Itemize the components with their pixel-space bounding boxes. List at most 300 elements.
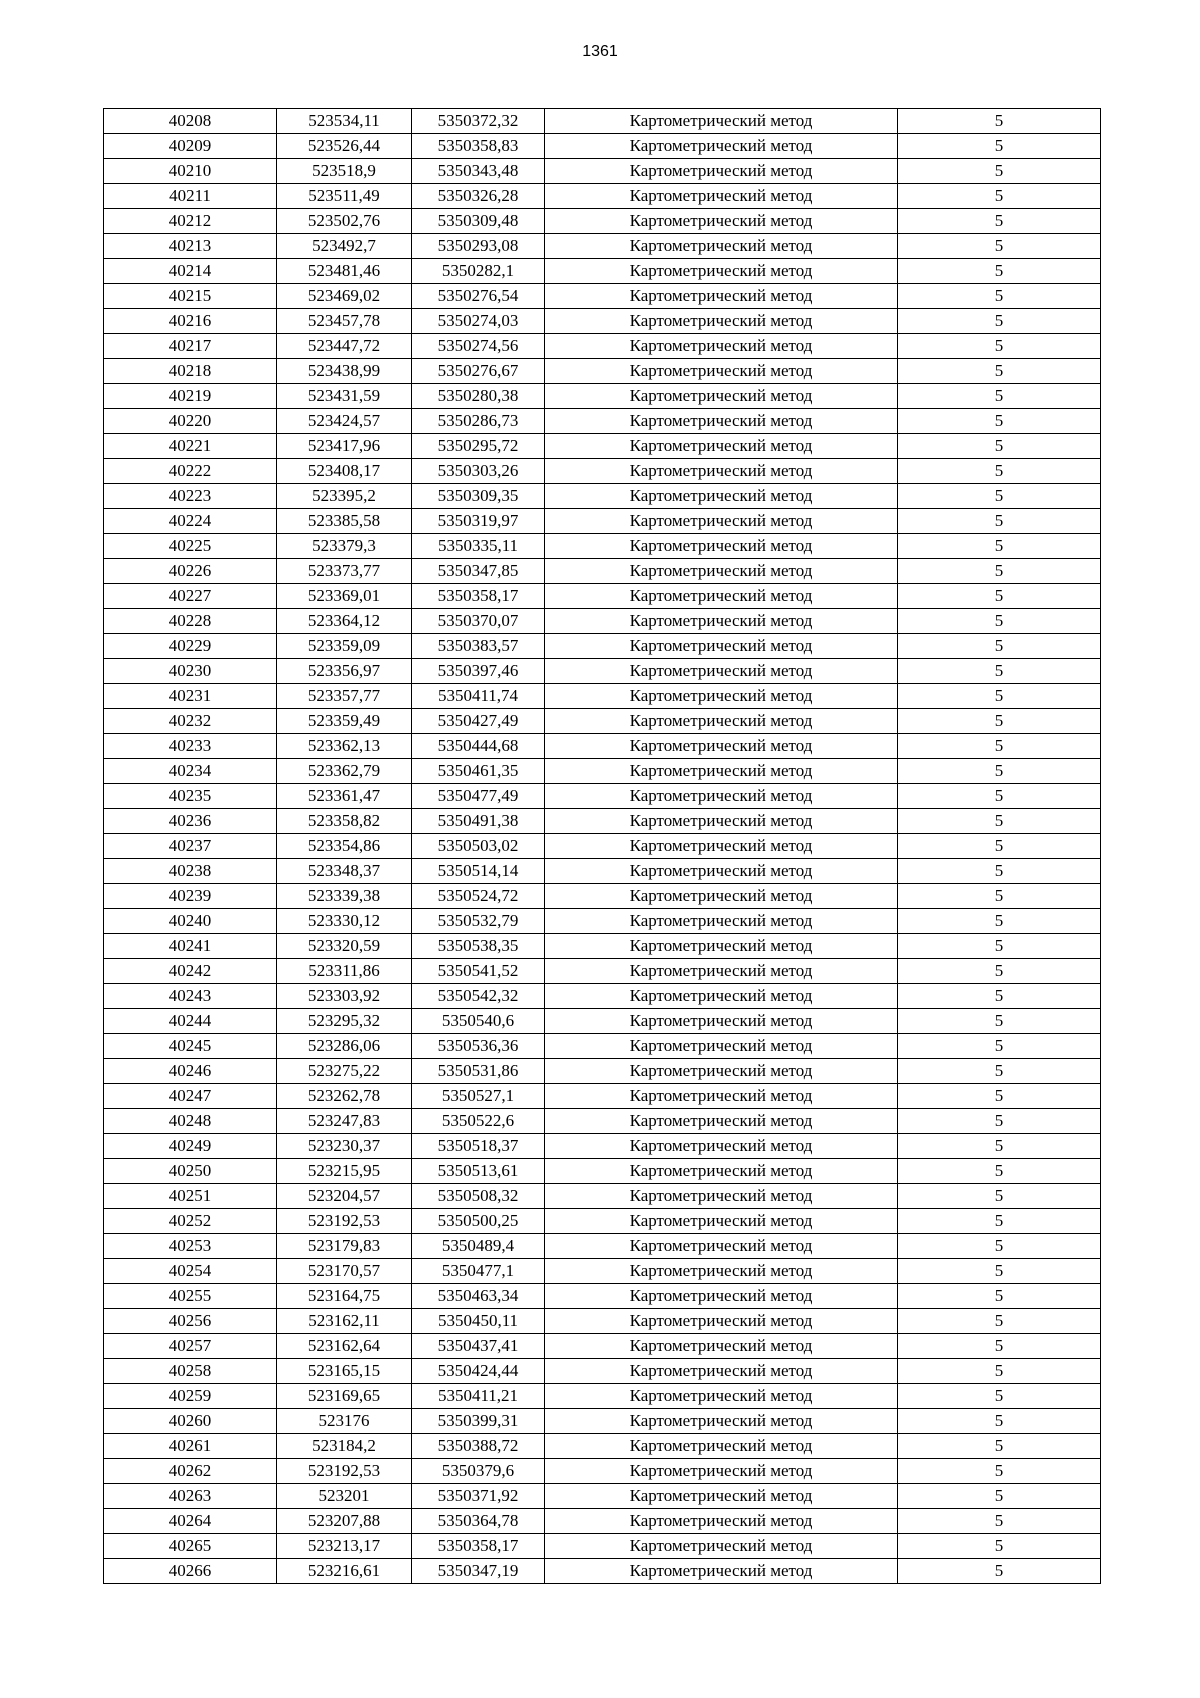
method-cell: Картометрический метод <box>545 1509 898 1534</box>
y-coordinate-cell: 5350477,49 <box>412 784 545 809</box>
point-number-cell: 40247 <box>104 1084 277 1109</box>
x-coordinate-cell: 523385,58 <box>277 509 412 534</box>
x-coordinate-cell: 523330,12 <box>277 909 412 934</box>
x-coordinate-cell: 523192,53 <box>277 1459 412 1484</box>
x-coordinate-cell: 523424,57 <box>277 409 412 434</box>
point-number-cell: 40209 <box>104 134 277 159</box>
point-number-cell: 40251 <box>104 1184 277 1209</box>
y-coordinate-cell: 5350491,38 <box>412 809 545 834</box>
accuracy-cell: 5 <box>898 109 1101 134</box>
point-number-cell: 40248 <box>104 1109 277 1134</box>
y-coordinate-cell: 5350508,32 <box>412 1184 545 1209</box>
method-cell: Картометрический метод <box>545 634 898 659</box>
table-row <box>104 259 1101 284</box>
accuracy-cell: 5 <box>898 659 1101 684</box>
table-row <box>104 109 1101 134</box>
accuracy-cell: 5 <box>898 734 1101 759</box>
accuracy-cell: 5 <box>898 1184 1101 1209</box>
method-cell: Картометрический метод <box>545 584 898 609</box>
x-coordinate-cell: 523207,88 <box>277 1509 412 1534</box>
method-cell: Картометрический метод <box>545 1134 898 1159</box>
point-number-cell: 40256 <box>104 1309 277 1334</box>
point-number-cell: 40222 <box>104 459 277 484</box>
accuracy-cell: 5 <box>898 1559 1101 1584</box>
method-cell: Картометрический метод <box>545 1334 898 1359</box>
x-coordinate-cell: 523447,72 <box>277 334 412 359</box>
point-number-cell: 40244 <box>104 1009 277 1034</box>
page-number: 1361 <box>582 43 618 60</box>
table-row <box>104 559 1101 584</box>
y-coordinate-cell: 5350347,19 <box>412 1559 545 1584</box>
table-row <box>104 409 1101 434</box>
y-coordinate-cell: 5350276,54 <box>412 284 545 309</box>
x-coordinate-cell: 523311,86 <box>277 959 412 984</box>
y-coordinate-cell: 5350326,28 <box>412 184 545 209</box>
accuracy-cell: 5 <box>898 1359 1101 1384</box>
x-coordinate-cell: 523481,46 <box>277 259 412 284</box>
accuracy-cell: 5 <box>898 259 1101 284</box>
method-cell: Картометрический метод <box>545 1284 898 1309</box>
point-number-cell: 40249 <box>104 1134 277 1159</box>
y-coordinate-cell: 5350370,07 <box>412 609 545 634</box>
method-cell: Картометрический метод <box>545 284 898 309</box>
x-coordinate-cell: 523359,09 <box>277 634 412 659</box>
point-number-cell: 40228 <box>104 609 277 634</box>
accuracy-cell: 5 <box>898 534 1101 559</box>
table-row <box>104 1159 1101 1184</box>
point-number-cell: 40265 <box>104 1534 277 1559</box>
accuracy-cell: 5 <box>898 984 1101 1009</box>
x-coordinate-cell: 523165,15 <box>277 1359 412 1384</box>
y-coordinate-cell: 5350335,11 <box>412 534 545 559</box>
point-number-cell: 40245 <box>104 1034 277 1059</box>
accuracy-cell: 5 <box>898 559 1101 584</box>
table-row <box>104 784 1101 809</box>
y-coordinate-cell: 5350531,86 <box>412 1059 545 1084</box>
table-row <box>104 1459 1101 1484</box>
x-coordinate-cell: 523162,64 <box>277 1334 412 1359</box>
point-number-cell: 40240 <box>104 909 277 934</box>
table-row <box>104 634 1101 659</box>
y-coordinate-cell: 5350503,02 <box>412 834 545 859</box>
x-coordinate-cell: 523364,12 <box>277 609 412 634</box>
y-coordinate-cell: 5350303,26 <box>412 459 545 484</box>
point-number-cell: 40258 <box>104 1359 277 1384</box>
x-coordinate-cell: 523164,75 <box>277 1284 412 1309</box>
x-coordinate-cell: 523320,59 <box>277 934 412 959</box>
point-number-cell: 40239 <box>104 884 277 909</box>
accuracy-cell: 5 <box>898 209 1101 234</box>
x-coordinate-cell: 523176 <box>277 1409 412 1434</box>
table-row <box>104 384 1101 409</box>
method-cell: Картометрический метод <box>545 1434 898 1459</box>
x-coordinate-cell: 523303,92 <box>277 984 412 1009</box>
table-row <box>104 1184 1101 1209</box>
x-coordinate-cell: 523431,59 <box>277 384 412 409</box>
x-coordinate-cell: 523262,78 <box>277 1084 412 1109</box>
x-coordinate-cell: 523511,49 <box>277 184 412 209</box>
y-coordinate-cell: 5350538,35 <box>412 934 545 959</box>
y-coordinate-cell: 5350540,6 <box>412 1009 545 1034</box>
point-number-cell: 40246 <box>104 1059 277 1084</box>
point-number-cell: 40219 <box>104 384 277 409</box>
x-coordinate-cell: 523286,06 <box>277 1034 412 1059</box>
point-number-cell: 40225 <box>104 534 277 559</box>
method-cell: Картометрический метод <box>545 1034 898 1059</box>
x-coordinate-cell: 523357,77 <box>277 684 412 709</box>
y-coordinate-cell: 5350513,61 <box>412 1159 545 1184</box>
point-number-cell: 40242 <box>104 959 277 984</box>
table-row <box>104 884 1101 909</box>
table-row <box>104 934 1101 959</box>
x-coordinate-cell: 523534,11 <box>277 109 412 134</box>
point-number-cell: 40212 <box>104 209 277 234</box>
point-number-cell: 40231 <box>104 684 277 709</box>
method-cell: Картометрический метод <box>545 609 898 634</box>
table-row <box>104 209 1101 234</box>
method-cell: Картометрический метод <box>545 1409 898 1434</box>
table-row <box>104 1409 1101 1434</box>
y-coordinate-cell: 5350372,32 <box>412 109 545 134</box>
table-row <box>104 284 1101 309</box>
method-cell: Картометрический метод <box>545 134 898 159</box>
x-coordinate-cell: 523408,17 <box>277 459 412 484</box>
x-coordinate-cell: 523362,13 <box>277 734 412 759</box>
table-row <box>104 684 1101 709</box>
y-coordinate-cell: 5350489,4 <box>412 1234 545 1259</box>
x-coordinate-cell: 523179,83 <box>277 1234 412 1259</box>
point-number-cell: 40252 <box>104 1209 277 1234</box>
x-coordinate-cell: 523469,02 <box>277 284 412 309</box>
method-cell: Картометрический метод <box>545 1559 898 1584</box>
table-row <box>104 1284 1101 1309</box>
method-cell: Картометрический метод <box>545 1059 898 1084</box>
method-cell: Картометрический метод <box>545 384 898 409</box>
method-cell: Картометрический метод <box>545 1359 898 1384</box>
y-coordinate-cell: 5350411,74 <box>412 684 545 709</box>
point-number-cell: 40234 <box>104 759 277 784</box>
x-coordinate-cell: 523518,9 <box>277 159 412 184</box>
accuracy-cell: 5 <box>898 234 1101 259</box>
method-cell: Картометрический метод <box>545 834 898 859</box>
point-number-cell: 40266 <box>104 1559 277 1584</box>
y-coordinate-cell: 5350274,03 <box>412 309 545 334</box>
accuracy-cell: 5 <box>898 1284 1101 1309</box>
y-coordinate-cell: 5350444,68 <box>412 734 545 759</box>
method-cell: Картометрический метод <box>545 1109 898 1134</box>
accuracy-cell: 5 <box>898 1084 1101 1109</box>
method-cell: Картометрический метод <box>545 484 898 509</box>
table-row <box>104 709 1101 734</box>
point-number-cell: 40238 <box>104 859 277 884</box>
table-row <box>104 984 1101 1009</box>
x-coordinate-cell: 523339,38 <box>277 884 412 909</box>
accuracy-cell: 5 <box>898 609 1101 634</box>
method-cell: Картометрический метод <box>545 1209 898 1234</box>
accuracy-cell: 5 <box>898 959 1101 984</box>
y-coordinate-cell: 5350295,72 <box>412 434 545 459</box>
accuracy-cell: 5 <box>898 1009 1101 1034</box>
x-coordinate-cell: 523275,22 <box>277 1059 412 1084</box>
table-row <box>104 909 1101 934</box>
accuracy-cell: 5 <box>898 134 1101 159</box>
method-cell: Картометрический метод <box>545 909 898 934</box>
accuracy-cell: 5 <box>898 434 1101 459</box>
accuracy-cell: 5 <box>898 359 1101 384</box>
table-row <box>104 1434 1101 1459</box>
method-cell: Картометрический метод <box>545 659 898 684</box>
method-cell: Картометрический метод <box>545 459 898 484</box>
table-row <box>104 1034 1101 1059</box>
method-cell: Картометрический метод <box>545 959 898 984</box>
table-row <box>104 1209 1101 1234</box>
x-coordinate-cell: 523438,99 <box>277 359 412 384</box>
method-cell: Картометрический метод <box>545 109 898 134</box>
accuracy-cell: 5 <box>898 1234 1101 1259</box>
point-number-cell: 40262 <box>104 1459 277 1484</box>
point-number-cell: 40255 <box>104 1284 277 1309</box>
accuracy-cell: 5 <box>898 759 1101 784</box>
table-row <box>104 1334 1101 1359</box>
method-cell: Картометрический метод <box>545 934 898 959</box>
table-row <box>104 1534 1101 1559</box>
point-number-cell: 40218 <box>104 359 277 384</box>
point-number-cell: 40253 <box>104 1234 277 1259</box>
table-row <box>104 834 1101 859</box>
x-coordinate-cell: 523192,53 <box>277 1209 412 1234</box>
method-cell: Картометрический метод <box>545 684 898 709</box>
point-number-cell: 40208 <box>104 109 277 134</box>
accuracy-cell: 5 <box>898 934 1101 959</box>
method-cell: Картометрический метод <box>545 534 898 559</box>
method-cell: Картометрический метод <box>545 809 898 834</box>
accuracy-cell: 5 <box>898 584 1101 609</box>
y-coordinate-cell: 5350542,32 <box>412 984 545 1009</box>
table-row <box>104 534 1101 559</box>
method-cell: Картометрический метод <box>545 1184 898 1209</box>
y-coordinate-cell: 5350522,6 <box>412 1109 545 1134</box>
point-number-cell: 40214 <box>104 259 277 284</box>
x-coordinate-cell: 523417,96 <box>277 434 412 459</box>
accuracy-cell: 5 <box>898 1334 1101 1359</box>
accuracy-cell: 5 <box>898 184 1101 209</box>
method-cell: Картометрический метод <box>545 159 898 184</box>
y-coordinate-cell: 5350450,11 <box>412 1309 545 1334</box>
table-row <box>104 584 1101 609</box>
point-number-cell: 40229 <box>104 634 277 659</box>
accuracy-cell: 5 <box>898 309 1101 334</box>
accuracy-cell: 5 <box>898 1434 1101 1459</box>
y-coordinate-cell: 5350282,1 <box>412 259 545 284</box>
point-number-cell: 40232 <box>104 709 277 734</box>
y-coordinate-cell: 5350477,1 <box>412 1259 545 1284</box>
accuracy-cell: 5 <box>898 809 1101 834</box>
y-coordinate-cell: 5350437,41 <box>412 1334 545 1359</box>
table-row <box>104 1109 1101 1134</box>
table-row <box>104 734 1101 759</box>
table-row <box>104 359 1101 384</box>
table-row <box>104 1559 1101 1584</box>
table-row <box>104 1384 1101 1409</box>
y-coordinate-cell: 5350397,46 <box>412 659 545 684</box>
table-row <box>104 484 1101 509</box>
x-coordinate-cell: 523379,3 <box>277 534 412 559</box>
accuracy-cell: 5 <box>898 284 1101 309</box>
x-coordinate-cell: 523502,76 <box>277 209 412 234</box>
accuracy-cell: 5 <box>898 909 1101 934</box>
x-coordinate-cell: 523348,37 <box>277 859 412 884</box>
y-coordinate-cell: 5350524,72 <box>412 884 545 909</box>
point-number-cell: 40210 <box>104 159 277 184</box>
accuracy-cell: 5 <box>898 334 1101 359</box>
method-cell: Картометрический метод <box>545 559 898 584</box>
table-row <box>104 759 1101 784</box>
y-coordinate-cell: 5350343,48 <box>412 159 545 184</box>
x-coordinate-cell: 523369,01 <box>277 584 412 609</box>
table-row <box>104 1234 1101 1259</box>
x-coordinate-cell: 523247,83 <box>277 1109 412 1134</box>
accuracy-cell: 5 <box>898 1384 1101 1409</box>
x-coordinate-cell: 523395,2 <box>277 484 412 509</box>
method-cell: Картометрический метод <box>545 859 898 884</box>
point-number-cell: 40235 <box>104 784 277 809</box>
accuracy-cell: 5 <box>898 834 1101 859</box>
y-coordinate-cell: 5350319,97 <box>412 509 545 534</box>
method-cell: Картометрический метод <box>545 709 898 734</box>
point-number-cell: 40227 <box>104 584 277 609</box>
method-cell: Картометрический метод <box>545 434 898 459</box>
y-coordinate-cell: 5350536,36 <box>412 1034 545 1059</box>
table-row <box>104 459 1101 484</box>
x-coordinate-cell: 523361,47 <box>277 784 412 809</box>
table-row <box>104 159 1101 184</box>
table-row <box>104 334 1101 359</box>
y-coordinate-cell: 5350274,56 <box>412 334 545 359</box>
method-cell: Картометрический метод <box>545 759 898 784</box>
point-number-cell: 40236 <box>104 809 277 834</box>
accuracy-cell: 5 <box>898 1259 1101 1284</box>
method-cell: Картометрический метод <box>545 1084 898 1109</box>
accuracy-cell: 5 <box>898 1159 1101 1184</box>
y-coordinate-cell: 5350411,21 <box>412 1384 545 1409</box>
x-coordinate-cell: 523170,57 <box>277 1259 412 1284</box>
accuracy-cell: 5 <box>898 1109 1101 1134</box>
point-number-cell: 40237 <box>104 834 277 859</box>
y-coordinate-cell: 5350541,52 <box>412 959 545 984</box>
point-number-cell: 40224 <box>104 509 277 534</box>
x-coordinate-cell: 523356,97 <box>277 659 412 684</box>
y-coordinate-cell: 5350286,73 <box>412 409 545 434</box>
method-cell: Картометрический метод <box>545 1484 898 1509</box>
point-number-cell: 40216 <box>104 309 277 334</box>
accuracy-cell: 5 <box>898 859 1101 884</box>
point-number-cell: 40220 <box>104 409 277 434</box>
method-cell: Картометрический метод <box>545 1234 898 1259</box>
method-cell: Картометрический метод <box>545 884 898 909</box>
point-number-cell: 40261 <box>104 1434 277 1459</box>
method-cell: Картометрический метод <box>545 1309 898 1334</box>
accuracy-cell: 5 <box>898 1409 1101 1434</box>
method-cell: Картометрический метод <box>545 234 898 259</box>
method-cell: Картометрический метод <box>545 259 898 284</box>
y-coordinate-cell: 5350293,08 <box>412 234 545 259</box>
accuracy-cell: 5 <box>898 684 1101 709</box>
x-coordinate-cell: 523204,57 <box>277 1184 412 1209</box>
point-number-cell: 40260 <box>104 1409 277 1434</box>
y-coordinate-cell: 5350388,72 <box>412 1434 545 1459</box>
point-number-cell: 40226 <box>104 559 277 584</box>
x-coordinate-cell: 523358,82 <box>277 809 412 834</box>
method-cell: Картометрический метод <box>545 184 898 209</box>
y-coordinate-cell: 5350379,6 <box>412 1459 545 1484</box>
x-coordinate-cell: 523354,86 <box>277 834 412 859</box>
accuracy-cell: 5 <box>898 409 1101 434</box>
table-row <box>104 959 1101 984</box>
point-number-cell: 40223 <box>104 484 277 509</box>
table-row <box>104 1134 1101 1159</box>
method-cell: Картометрический метод <box>545 1259 898 1284</box>
y-coordinate-cell: 5350309,48 <box>412 209 545 234</box>
point-number-cell: 40257 <box>104 1334 277 1359</box>
y-coordinate-cell: 5350358,17 <box>412 1534 545 1559</box>
point-number-cell: 40230 <box>104 659 277 684</box>
method-cell: Картометрический метод <box>545 1384 898 1409</box>
x-coordinate-cell: 523492,7 <box>277 234 412 259</box>
x-coordinate-cell: 523359,49 <box>277 709 412 734</box>
coordinates-table <box>103 108 1101 1584</box>
method-cell: Картометрический метод <box>545 1009 898 1034</box>
point-number-cell: 40263 <box>104 1484 277 1509</box>
table-row <box>104 859 1101 884</box>
y-coordinate-cell: 5350514,14 <box>412 859 545 884</box>
y-coordinate-cell: 5350276,67 <box>412 359 545 384</box>
accuracy-cell: 5 <box>898 459 1101 484</box>
point-number-cell: 40221 <box>104 434 277 459</box>
method-cell: Картометрический метод <box>545 409 898 434</box>
method-cell: Картометрический метод <box>545 984 898 1009</box>
method-cell: Картометрический метод <box>545 1459 898 1484</box>
accuracy-cell: 5 <box>898 509 1101 534</box>
x-coordinate-cell: 523184,2 <box>277 1434 412 1459</box>
table-row <box>104 1009 1101 1034</box>
accuracy-cell: 5 <box>898 1534 1101 1559</box>
point-number-cell: 40211 <box>104 184 277 209</box>
x-coordinate-cell: 523230,37 <box>277 1134 412 1159</box>
accuracy-cell: 5 <box>898 159 1101 184</box>
y-coordinate-cell: 5350371,92 <box>412 1484 545 1509</box>
y-coordinate-cell: 5350532,79 <box>412 909 545 934</box>
table-row <box>104 309 1101 334</box>
method-cell: Картометрический метод <box>545 359 898 384</box>
accuracy-cell: 5 <box>898 484 1101 509</box>
point-number-cell: 40217 <box>104 334 277 359</box>
point-number-cell: 40241 <box>104 934 277 959</box>
table-row <box>104 1484 1101 1509</box>
accuracy-cell: 5 <box>898 1034 1101 1059</box>
table-row <box>104 1509 1101 1534</box>
accuracy-cell: 5 <box>898 634 1101 659</box>
y-coordinate-cell: 5350518,37 <box>412 1134 545 1159</box>
y-coordinate-cell: 5350347,85 <box>412 559 545 584</box>
method-cell: Картометрический метод <box>545 509 898 534</box>
accuracy-cell: 5 <box>898 384 1101 409</box>
method-cell: Картометрический метод <box>545 1159 898 1184</box>
accuracy-cell: 5 <box>898 884 1101 909</box>
accuracy-cell: 5 <box>898 709 1101 734</box>
point-number-cell: 40233 <box>104 734 277 759</box>
point-number-cell: 40264 <box>104 1509 277 1534</box>
table-row <box>104 1084 1101 1109</box>
